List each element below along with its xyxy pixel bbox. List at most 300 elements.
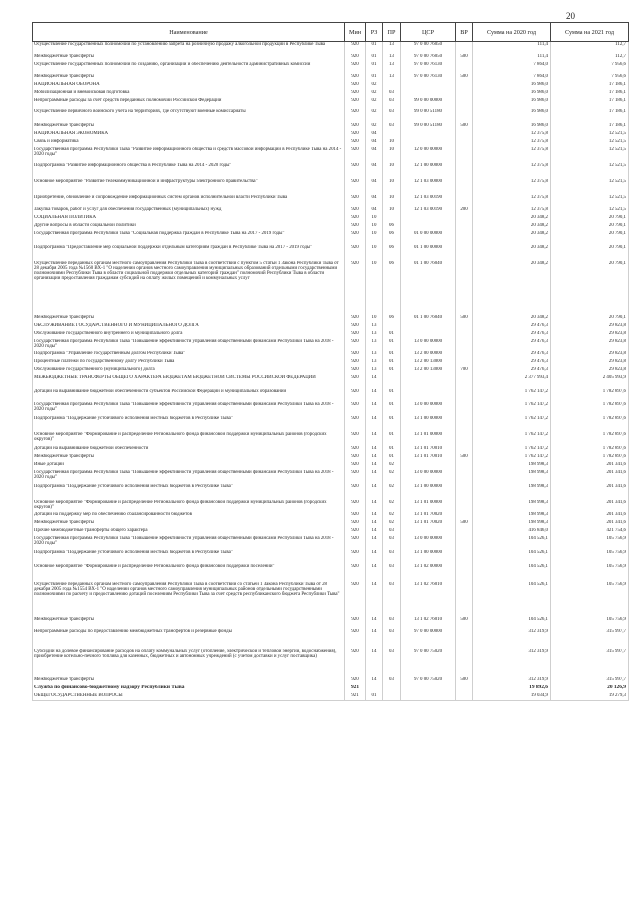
cell-sum-2020: 1 762 147,2: [473, 416, 551, 432]
cell-rz: 02: [366, 90, 383, 98]
cell-sum-2020: 29 476,3: [473, 339, 551, 351]
cell-vr: [456, 131, 473, 139]
cell-sum-2020: 104 526,1: [473, 617, 551, 629]
cell-sum-2020: 312 319,9: [473, 629, 551, 649]
cell-csr: 99 0 00 51180: [401, 123, 456, 131]
cell-sum-2020: 29 476,3: [473, 351, 551, 359]
cell-vr: [456, 351, 473, 359]
cell-sum-2021: 17 186,1: [551, 109, 629, 123]
cell-sum-2020: 16 986,0: [473, 123, 551, 131]
cell-min: 920: [345, 123, 366, 131]
cell-sum-2020: 104 526,1: [473, 582, 551, 617]
cell-min: 920: [345, 582, 366, 617]
table-row: [33, 359, 629, 367]
cell-pr: 03: [383, 617, 401, 629]
cell-vr: 500: [456, 123, 473, 131]
cell-vr: [456, 339, 473, 351]
cell-sum-2021: 29 823,8: [551, 351, 629, 359]
cell-vr: [456, 432, 473, 446]
cell-rz: 14: [366, 402, 383, 416]
cell-sum-2021: 20 790,1: [551, 315, 629, 323]
cell-sum-2021: 12 521,5: [551, 163, 629, 179]
cell-min: 920: [345, 195, 366, 207]
cell-sum-2021: 12 521,5: [551, 179, 629, 195]
table-row: [33, 123, 629, 131]
cell-min: 920: [345, 536, 366, 550]
cell-sum-2021: 105 756,9: [551, 617, 629, 629]
table-row: [33, 323, 629, 331]
table-row: [33, 367, 629, 375]
cell-min: 920: [345, 617, 366, 629]
cell-rz: 10: [366, 215, 383, 223]
cell-sum-2021: 1 782 897,6: [551, 389, 629, 402]
cell-sum-2021: 112,7: [551, 54, 629, 62]
cell-pr: [383, 323, 401, 331]
cell-rz: 14: [366, 454, 383, 462]
table-row: [33, 74, 629, 82]
table-row: [33, 484, 629, 500]
cell-min: 920: [345, 550, 366, 564]
cell-min: 921: [345, 685, 366, 693]
cell-pr: 01: [383, 432, 401, 446]
table-row: [33, 402, 629, 416]
cell-vr: [456, 215, 473, 223]
cell-vr: [456, 649, 473, 677]
cell-min: 920: [345, 462, 366, 470]
cell-pr: 02: [383, 512, 401, 520]
cell-sum-2020: 1 762 147,2: [473, 432, 551, 446]
cell-rz: 14: [366, 500, 383, 512]
cell-rz: 13: [366, 339, 383, 351]
cell-vr: [456, 139, 473, 147]
cell-pr: 10: [383, 179, 401, 195]
table-row: [33, 629, 629, 649]
cell-sum-2021: 17 186,1: [551, 90, 629, 98]
cell-rz: 01: [366, 42, 383, 54]
table-row: [33, 693, 629, 701]
cell-min: 920: [345, 500, 366, 512]
table-row: [33, 207, 629, 215]
cell-pr: 01: [383, 351, 401, 359]
cell-min: 920: [345, 416, 366, 432]
cell-sum-2021: 29 823,8: [551, 323, 629, 331]
cell-rz: 14: [366, 564, 383, 582]
cell-sum-2020: 312 319,9: [473, 649, 551, 677]
cell-vr: [456, 231, 473, 245]
cell-vr: 200: [456, 207, 473, 215]
cell-min: 920: [345, 315, 366, 323]
cell-name: Основное мероприятие "Формирование и распределение Регионального фонда финансовой поддержки муниципальных районов (городских округов)": [33, 500, 345, 512]
cell-csr: 13 1 02 00000: [401, 564, 456, 582]
cell-csr: 12 1 03 00190: [401, 195, 456, 207]
cell-csr: 13 2 00 13000: [401, 359, 456, 367]
table-row: [33, 582, 629, 617]
cell-vr: [456, 500, 473, 512]
cell-pr: [383, 131, 401, 139]
cell-csr: 97 0 00 00000: [401, 629, 456, 649]
cell-sum-2020: 7 864,0: [473, 74, 551, 82]
cell-csr: 01 0 00 00000: [401, 231, 456, 245]
cell-sum-2021: 20 790,1: [551, 223, 629, 231]
cell-rz: 04: [366, 131, 383, 139]
cell-pr: 02: [383, 462, 401, 470]
cell-pr: 01: [383, 367, 401, 375]
cell-rz: 14: [366, 484, 383, 500]
cell-pr: 03: [383, 649, 401, 677]
cell-csr: [401, 223, 456, 231]
cell-csr: [401, 389, 456, 402]
cell-rz: 14: [366, 550, 383, 564]
cell-name: Межбюджетные трансферты: [33, 123, 345, 131]
cell-vr: 500: [456, 454, 473, 462]
cell-min: 920: [345, 470, 366, 484]
cell-rz: [366, 685, 383, 693]
cell-sum-2020: 12 375,8: [473, 163, 551, 179]
cell-rz: 14: [366, 416, 383, 432]
cell-sum-2021: 1 782 897,6: [551, 454, 629, 462]
cell-csr: 01 1 00 76040: [401, 315, 456, 323]
cell-rz: 01: [366, 693, 383, 701]
header-rz: РЗ: [366, 23, 383, 42]
cell-rz: 10: [366, 231, 383, 245]
cell-sum-2021: 7 956,6: [551, 62, 629, 74]
table-row: [33, 82, 629, 90]
cell-sum-2021: 12 521,5: [551, 207, 629, 215]
cell-rz: 13: [366, 367, 383, 375]
cell-name: Основное мероприятие "Формирование и распределение Регионального фонда финансовой поддержки муниципальных районов (городских округов)": [33, 432, 345, 446]
cell-vr: 500: [456, 520, 473, 528]
cell-sum-2020: 1 762 147,2: [473, 402, 551, 416]
table-row: [33, 331, 629, 339]
cell-csr: [401, 685, 456, 693]
cell-rz: 02: [366, 98, 383, 109]
cell-pr: 06: [383, 245, 401, 261]
cell-csr: 97 0 00 75020: [401, 677, 456, 685]
table-row: [33, 245, 629, 261]
cell-csr: 13 1 01 00000: [401, 432, 456, 446]
cell-min: 921: [345, 693, 366, 701]
cell-sum-2020: 20 348,2: [473, 231, 551, 245]
cell-name: Связь и информатика: [33, 139, 345, 147]
cell-min: 920: [345, 528, 366, 536]
cell-pr: 03: [383, 582, 401, 617]
cell-sum-2020: 1 762 147,2: [473, 454, 551, 462]
cell-name: Межбюджетные трансферты: [33, 315, 345, 323]
cell-rz: 10: [366, 261, 383, 315]
cell-csr: 13 1 01 70010: [401, 446, 456, 454]
table-row: [33, 462, 629, 470]
cell-pr: 01: [383, 339, 401, 351]
cell-sum-2021: 1 782 897,6: [551, 416, 629, 432]
cell-vr: [456, 245, 473, 261]
cell-rz: 14: [366, 528, 383, 536]
cell-sum-2020: 1 762 147,2: [473, 446, 551, 454]
cell-min: 920: [345, 331, 366, 339]
cell-pr: 01: [383, 454, 401, 462]
cell-pr: 01: [383, 416, 401, 432]
table-row: [33, 432, 629, 446]
cell-sum-2020: 198 998,3: [473, 470, 551, 484]
page-number: 20: [566, 11, 575, 21]
cell-rz: 14: [366, 446, 383, 454]
cell-pr: 03: [383, 109, 401, 123]
cell-name: Государственная программа Республики Тыва "Повышение эффективности управления общественными финансами Республики Тыва на 2018 - 2020 годы": [33, 402, 345, 416]
cell-sum-2020: 104 526,1: [473, 564, 551, 582]
cell-pr: 01: [383, 389, 401, 402]
table-row: [33, 500, 629, 512]
cell-name: Осуществление переданных органам местного самоуправления Республики Тыва в соответствии со статьей 1 Закона Республики Тыва от 28 декабря 2005 года №1554 ВХ-1 "О наделении органов местного самоуправления муниципальных районов отдельными государственными полномочиями по расчету и предоставлению дотаций поселениям Республики Тыва за счет средств республиканского бюджета Республики Тыва": [33, 582, 345, 617]
cell-sum-2020: 104 526,1: [473, 536, 551, 550]
cell-sum-2020: 198 998,3: [473, 520, 551, 528]
cell-rz: 10: [366, 315, 383, 323]
cell-csr: 97 0 00 76050: [401, 54, 456, 62]
cell-pr: [383, 375, 401, 389]
cell-pr: 06: [383, 223, 401, 231]
cell-sum-2020: 12 375,8: [473, 147, 551, 163]
cell-name: НАЦИОНАЛЬНАЯ ЭКОНОМИКА: [33, 131, 345, 139]
cell-vr: [456, 109, 473, 123]
table-row: [33, 42, 629, 54]
cell-rz: 10: [366, 223, 383, 231]
cell-pr: [383, 82, 401, 90]
cell-rz: 14: [366, 462, 383, 470]
table-row: [33, 231, 629, 245]
cell-sum-2021: 1 782 897,6: [551, 432, 629, 446]
cell-sum-2021: 112,7: [551, 42, 629, 54]
cell-sum-2020: 29 476,3: [473, 331, 551, 339]
cell-csr: 01 1 00 76040: [401, 261, 456, 315]
cell-vr: [456, 564, 473, 582]
table-row: [33, 131, 629, 139]
cell-min: 920: [345, 98, 366, 109]
cell-pr: 02: [383, 520, 401, 528]
table-row: [33, 536, 629, 550]
table-row: [33, 375, 629, 389]
cell-sum-2021: 315 997,7: [551, 649, 629, 677]
cell-rz: 02: [366, 82, 383, 90]
cell-pr: 06: [383, 231, 401, 245]
cell-rz: 13: [366, 351, 383, 359]
cell-min: 920: [345, 62, 366, 74]
cell-pr: 03: [383, 536, 401, 550]
cell-pr: 01: [383, 331, 401, 339]
cell-csr: 13 1 00 00000: [401, 550, 456, 564]
cell-pr: 02: [383, 484, 401, 500]
cell-pr: 10: [383, 139, 401, 147]
cell-sum-2021: 1 782 897,6: [551, 446, 629, 454]
cell-min: 920: [345, 339, 366, 351]
cell-name: Государственная программа Республики Тыва "Повышение эффективности управления общественными финансами Республики Тыва на 2018 - 2020 годы": [33, 536, 345, 550]
budget-table: [32, 22, 629, 701]
cell-rz: 02: [366, 123, 383, 131]
cell-min: 920: [345, 677, 366, 685]
header-pr: ПР: [383, 23, 401, 42]
cell-sum-2020: 20 348,2: [473, 261, 551, 315]
cell-csr: [401, 331, 456, 339]
cell-min: 920: [345, 231, 366, 245]
cell-pr: 03: [383, 629, 401, 649]
cell-vr: [456, 261, 473, 315]
cell-rz: 14: [366, 582, 383, 617]
cell-pr: 10: [383, 163, 401, 179]
cell-sum-2021: 20 790,1: [551, 231, 629, 245]
cell-rz: 14: [366, 617, 383, 629]
table-row: [33, 389, 629, 402]
cell-pr: [383, 685, 401, 693]
cell-vr: [456, 389, 473, 402]
cell-min: 920: [345, 147, 366, 163]
cell-sum-2020: 12 375,8: [473, 207, 551, 215]
cell-min: 920: [345, 484, 366, 500]
cell-name: Подпрограмма "Развитие информационного общества в Республике Тыва на 2014 - 2020 годы": [33, 163, 345, 179]
cell-rz: 14: [366, 512, 383, 520]
cell-csr: 01 1 00 00000: [401, 245, 456, 261]
cell-min: 920: [345, 90, 366, 98]
cell-vr: [456, 512, 473, 520]
cell-sum-2020: 312 319,9: [473, 677, 551, 685]
cell-vr: [456, 536, 473, 550]
cell-sum-2021: 29 823,8: [551, 331, 629, 339]
cell-name: Осуществление государственных полномочий по созданию, организации и обеспечению деятельности административных комиссий: [33, 62, 345, 74]
table-row: [33, 416, 629, 432]
cell-min: 920: [345, 520, 366, 528]
cell-vr: [456, 179, 473, 195]
cell-rz: 14: [366, 677, 383, 685]
cell-name: Основное мероприятие "Развитие телекоммуникационной и инфраструктуры электронного правительства": [33, 179, 345, 195]
cell-name: Дотации на выравнивание бюджетной обеспеченности: [33, 446, 345, 454]
cell-min: 920: [345, 42, 366, 54]
table-row: [33, 195, 629, 207]
cell-vr: [456, 163, 473, 179]
cell-sum-2021: 105 756,9: [551, 582, 629, 617]
cell-sum-2021: 29 823,8: [551, 339, 629, 351]
table-row: [33, 617, 629, 629]
cell-sum-2020: 198 998,3: [473, 462, 551, 470]
cell-csr: [401, 215, 456, 223]
cell-name: Межбюджетные трансферты: [33, 454, 345, 462]
cell-sum-2021: 201 341,6: [551, 512, 629, 520]
cell-min: 920: [345, 359, 366, 367]
cell-vr: [456, 147, 473, 163]
cell-pr: 01: [383, 359, 401, 367]
cell-sum-2021: 12 521,5: [551, 147, 629, 163]
cell-pr: 03: [383, 90, 401, 98]
table-row: [33, 528, 629, 536]
cell-rz: 14: [366, 520, 383, 528]
cell-name: Подпрограмма "Поддержание устойчивого исполнения местных бюджетов в Республике Тыва": [33, 416, 345, 432]
cell-min: 920: [345, 74, 366, 82]
cell-name: Закупка товаров, работ и услуг для обеспечения государственных (муниципальных) нужд: [33, 207, 345, 215]
cell-name: Обслуживание государственного внутреннего и муниципального долга: [33, 331, 345, 339]
table-row: [33, 520, 629, 528]
cell-sum-2021: 315 997,7: [551, 677, 629, 685]
cell-min: 920: [345, 245, 366, 261]
cell-min: 920: [345, 179, 366, 195]
cell-vr: [456, 82, 473, 90]
cell-min: 920: [345, 131, 366, 139]
cell-csr: 12 0 00 00000: [401, 147, 456, 163]
cell-csr: [401, 139, 456, 147]
cell-vr: 500: [456, 54, 473, 62]
cell-name: Подпрограмма "Управление государственным долгом Республики Тыва": [33, 351, 345, 359]
cell-pr: 03: [383, 550, 401, 564]
cell-csr: 99 0 00 51180: [401, 109, 456, 123]
cell-sum-2020: 2 377 993,4: [473, 375, 551, 389]
cell-pr: 13: [383, 74, 401, 82]
cell-sum-2021: 20 790,1: [551, 245, 629, 261]
cell-vr: [456, 470, 473, 484]
cell-name: МЕЖБЮДЖЕТНЫЕ ТРАНСФЕРТЫ ОБЩЕГО ХАРАКТЕРА БЮДЖЕТАМ БЮДЖЕТНОЙ СИСТЕМЫ РОССИЙСКОЙ ФЕДЕРАЦИИ: [33, 375, 345, 389]
cell-sum-2020: 12 375,8: [473, 139, 551, 147]
cell-min: 920: [345, 109, 366, 123]
table-row: [33, 446, 629, 454]
cell-sum-2021: 12 521,5: [551, 131, 629, 139]
cell-min: 920: [345, 223, 366, 231]
cell-csr: [401, 131, 456, 139]
cell-csr: 13 1 01 70010: [401, 454, 456, 462]
cell-sum-2021: 201 341,6: [551, 520, 629, 528]
cell-vr: [456, 446, 473, 454]
cell-name: Подпрограмма "Предоставление мер социальной поддержки отдельным категориям граждан в Республике Тыва на 2017 - 2019 годы": [33, 245, 345, 261]
header-sum-2020: Сумма на 2020 год: [473, 23, 551, 42]
cell-name: Государственная программа Республики Тыва "Повышение эффективности управления общественными финансами Республики Тыва на 2018 - 2020 годы": [33, 339, 345, 351]
cell-pr: 03: [383, 98, 401, 109]
cell-vr: [456, 462, 473, 470]
cell-rz: 14: [366, 389, 383, 402]
cell-min: 920: [345, 139, 366, 147]
cell-sum-2020: 19 892,6: [473, 685, 551, 693]
cell-vr: 700: [456, 367, 473, 375]
cell-min: 920: [345, 629, 366, 649]
cell-pr: [383, 693, 401, 701]
cell-name: Осуществление первичного воинского учета на территориях, где отсутствуют военные комиссариаты: [33, 109, 345, 123]
cell-csr: 12 1 00 00000: [401, 163, 456, 179]
cell-sum-2020: 12 375,8: [473, 131, 551, 139]
cell-pr: 13: [383, 42, 401, 54]
cell-sum-2020: 198 998,3: [473, 484, 551, 500]
cell-csr: [401, 528, 456, 536]
cell-csr: 97 0 00 75020: [401, 649, 456, 677]
cell-csr: 13 1 02 76010: [401, 617, 456, 629]
cell-csr: 13 1 01 70020: [401, 512, 456, 520]
cell-name: Дотации на поддержку мер по обеспечению сбалансированности бюджетов: [33, 512, 345, 520]
cell-sum-2020: 104 526,1: [473, 550, 551, 564]
cell-csr: [401, 693, 456, 701]
table-row: [33, 454, 629, 462]
cell-sum-2020: 20 348,2: [473, 315, 551, 323]
cell-min: 920: [345, 261, 366, 315]
cell-name: Непрограммные расходы по предоставлению межбюджетных трансфертов и резервные фонды: [33, 629, 345, 649]
cell-name: ОБЩЕГОСУДАРСТВЕННЫЕ ВОПРОСЫ: [33, 693, 345, 701]
table-row: [33, 215, 629, 223]
cell-rz: 01: [366, 62, 383, 74]
cell-min: 920: [345, 82, 366, 90]
table-row: [33, 139, 629, 147]
cell-pr: 03: [383, 564, 401, 582]
cell-vr: 500: [456, 677, 473, 685]
cell-min: 920: [345, 512, 366, 520]
cell-csr: 13 1 01 70020: [401, 520, 456, 528]
cell-csr: 13 0 00 00000: [401, 339, 456, 351]
cell-rz: 04: [366, 139, 383, 147]
cell-rz: 04: [366, 163, 383, 179]
cell-pr: 10: [383, 207, 401, 215]
table-row: [33, 147, 629, 163]
table-row: [33, 261, 629, 315]
cell-vr: [456, 98, 473, 109]
table-row: [33, 179, 629, 195]
cell-name: Процентные платежи по государственному долгу Республики Тыва: [33, 359, 345, 367]
